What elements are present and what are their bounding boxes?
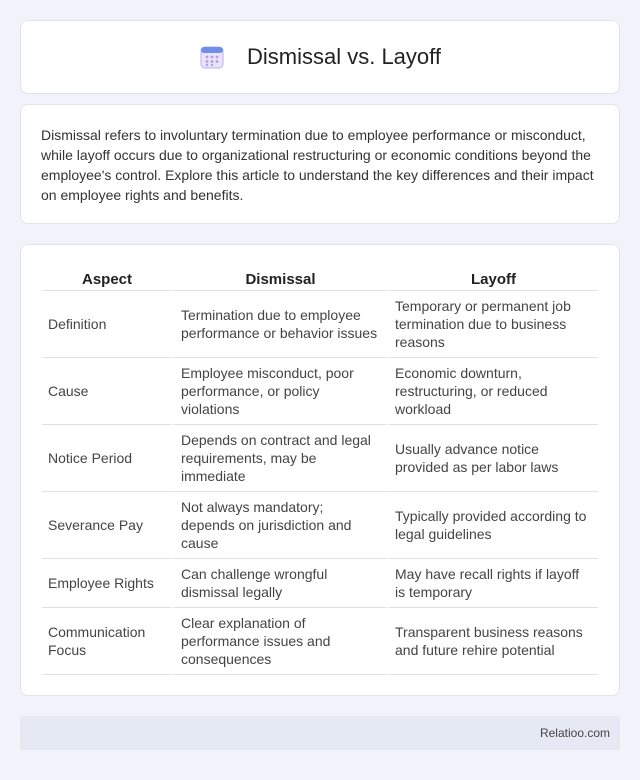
aspect-cell: Notice Period: [42, 425, 172, 492]
aspect-cell: Severance Pay: [42, 492, 172, 559]
header-layoff: Layoff: [386, 265, 598, 291]
footer: [20, 716, 620, 750]
table-row: [42, 608, 598, 675]
aspect-cell: Definition: [42, 291, 172, 358]
header-dismissal: Dismissal: [172, 265, 386, 291]
table-header-row: [42, 265, 598, 291]
aspect-cell: Communication Focus: [42, 608, 172, 675]
table-row: [42, 492, 598, 559]
table-row: [42, 291, 598, 358]
table-row: [42, 358, 598, 425]
footer-brand: Relatioo.com: [539, 726, 610, 740]
aspect-cell: Employee Rights: [42, 559, 172, 608]
layoff-cell: Temporary or permanent job termination due to business reasons: [386, 291, 598, 358]
layoff-cell: Economic downturn, restructuring, or reduced workload: [386, 358, 598, 425]
layoff-cell: May have recall rights if layoff is temporary: [386, 559, 598, 608]
comparison-card: [20, 244, 620, 696]
dismissal-cell: Can challenge wrongful dismissal legally: [172, 559, 386, 608]
page-title: Dismissal vs. Layoff: [247, 44, 441, 69]
table-row: [42, 425, 598, 492]
dismissal-cell: Depends on contract and legal requirements, may be immediate: [172, 425, 386, 492]
header-aspect: Aspect: [42, 265, 172, 291]
intro-card: [20, 104, 620, 224]
table-row: [42, 559, 598, 608]
title-card: [20, 20, 620, 94]
dismissal-cell: Clear explanation of performance issues and consequences: [172, 608, 386, 675]
layoff-cell: Transparent business reasons and future rehire potential: [386, 608, 598, 675]
aspect-cell: Cause: [42, 358, 172, 425]
dismissal-cell: Not always mandatory; depends on jurisdiction and cause: [172, 492, 386, 559]
comparison-table: [42, 265, 598, 675]
dismissal-cell: Termination due to employee performance or behavior issues: [172, 291, 386, 358]
dismissal-cell: Employee misconduct, poor performance, or policy violations: [172, 358, 386, 425]
layoff-cell: Usually advance notice provided as per labor laws: [386, 425, 598, 492]
intro-text: Dismissal refers to involuntary termination due to employee performance or misconduct, while layoff occurs due to organizational restructuring or economic conditions beyond the employee's control. Explore this article to understand the key differences and their impact on employee rights and benefits.: [41, 127, 594, 203]
calendar-icon: [199, 44, 225, 70]
layoff-cell: Typically provided according to legal guidelines: [386, 492, 598, 559]
